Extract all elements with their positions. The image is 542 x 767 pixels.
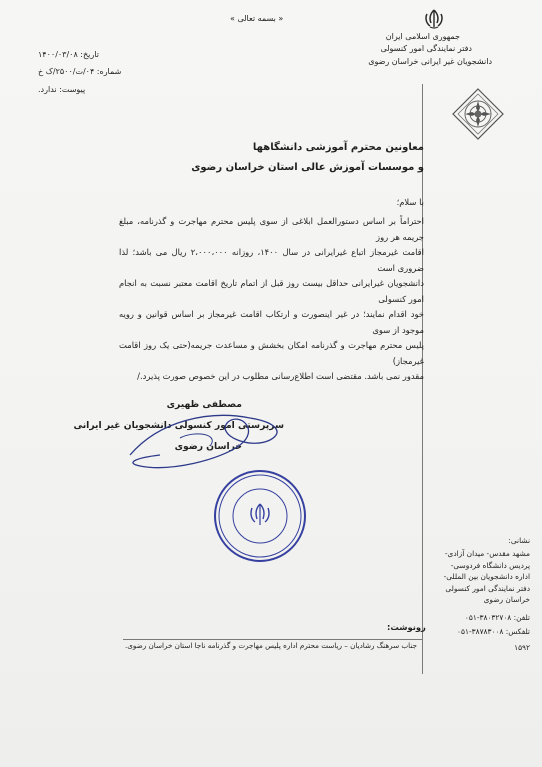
basmala: « بسمه تعالی » [230,14,284,23]
signatory-title-2: خراسان رضوی [174,441,242,452]
cc-label: رونوشت: [387,622,426,632]
cc-divider [123,639,423,640]
org-line-2: دفتر نمایندگی امور کنسولی [380,44,472,53]
body-line: مقدور نمی باشد. مقتضی است اطلاع‌رسانی مطلوب در این خصوص صورت پذیرد./ [137,371,424,381]
letter-attachment: پیوست: ندارد. [38,85,86,94]
ornament-icon [452,88,504,140]
body-line: اقامت غیرمجاز اتباع غیرایرانی در سال ۱۴۰۰، روزانه ۲،۰۰۰،۰۰۰ ریال می باشد؛ لذا ضروری است [119,247,424,273]
body-line: دانشجویان غیرایرانی حداقل بیست روز قبل از اتمام تاریخ اقامت معتبر نسبت به انجام امور کنسولی [119,278,424,304]
phone-number: تلفن: ۳۸۰۳۲۷۰۸-۰۵۱ [464,613,530,622]
address-block [426,548,530,606]
address-line: مشهد مقدس- میدان آزادی- [444,549,530,558]
fax-number: تلفکس: ۳۸۷۸۳۰۰۸-۰۵۱ [457,627,530,636]
body-line: پلیس محترم مهاجرت و گذرنامه امکان بخشش و مساعدت جریمه(حتی یک روز اقامت غیرمجاز) [119,340,424,366]
address-line: دفتر نمایندگی امور کنسولی [445,583,530,593]
addressee-line-1: معاونین محترم آموزشی دانشگاهها [252,142,424,153]
greeting: با سلام؛ [396,197,424,207]
address-label: نشانی: [508,536,530,545]
org-line-1: جمهوری اسلامی ایران [385,32,460,41]
letter-body [119,214,424,385]
office-code: ۱۵۹۲ [514,643,530,652]
signatory-name: مصطفی ظهیری [166,399,242,410]
org-line-3: دانشجویان غیر ایرانی خراسان رضوی [368,57,492,66]
address-line: پردیس دانشگاه فردوسی- [450,560,530,570]
cc-line: جناب سرهنگ رشادیان – ریاست محترم اداره پلیس مهاجرت و گذرنامه ناجا استان خراسان رضوی. [125,641,417,650]
body-line: خود اقدام نمایند؛ در غیر اینصورت و ارتکاب اقامت غیرمجاز بر اساس قوانین و رویه موجود از سوی [119,309,424,335]
letter-number: شماره: ۰۴/ت/۲۵۰۰/ک خ [38,67,122,76]
iran-emblem-icon [421,8,447,30]
signatory-title-1: سرپرستی امور کنسولی دانشجویان غیر ایرانی [73,420,284,431]
letter-date: تاریخ: ۱۴۰۰/۰۳/۰۸ [38,50,99,59]
body-line: احتراماً بر اساس دستورالعمل ابلاغی از سوی پلیس محترم مهاجرت و گذرنامه، مبلغ جریمه هر روز [119,216,424,242]
address-line: اداره دانشجویان بین المللی- [443,572,530,582]
address-line: خراسان رضوی [483,595,530,605]
addressee-line-2: و موسسات آموزش عالی استان خراسان رضوی [191,162,424,173]
official-seal [212,468,308,564]
